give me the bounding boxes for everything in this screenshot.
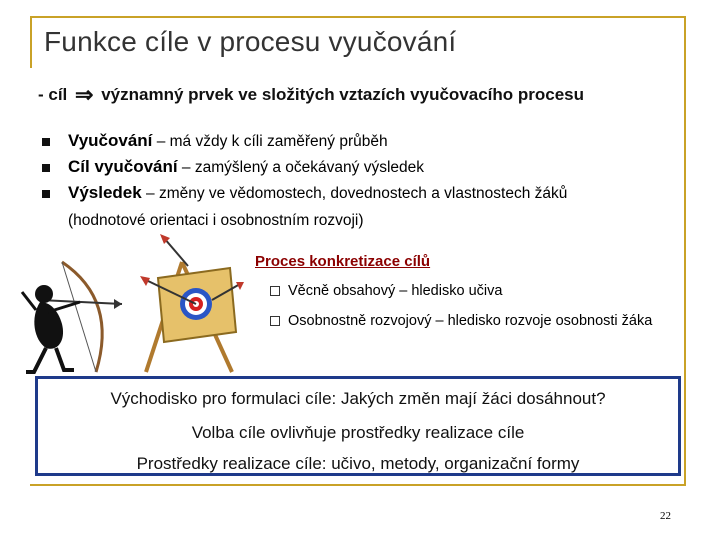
- summary-box: [35, 376, 681, 476]
- list-item: [280, 282, 670, 300]
- process-item-text: Věcně obsahový – hledisko učiva: [288, 283, 503, 299]
- summary-line: Východisko pro formulaci cíle: Jakých změn mají žáci dosáhnout?: [110, 389, 606, 408]
- term: Cíl vyučování: [68, 157, 178, 176]
- archer-illustration: [22, 262, 122, 372]
- slide-title: Funkce cíle v procesu vyučování: [44, 26, 457, 57]
- implies-arrow-icon: ⇒: [75, 82, 94, 107]
- term: Výsledek: [68, 183, 142, 202]
- bullet-continuation: (hodnotové orientaci i osobnostním rozvoji): [68, 212, 364, 229]
- definition: – zamýšlený a očekávaný výsledek: [177, 159, 425, 176]
- page-number: 22: [660, 510, 671, 522]
- subtitle-text: významný prvek ve složitých vztazích vyučovacího procesu: [101, 85, 585, 104]
- summary-line: Prostředky realizace cíle: učivo, metody, organizační formy: [136, 454, 580, 473]
- process-item-text: Osobnostně rozvojový – hledisko rozvoje osobnosti žáka: [288, 313, 653, 329]
- process-list: [280, 282, 670, 342]
- definition: – má vždy k cíli zaměřený průběh: [152, 133, 388, 150]
- summary-line: Volba cíle ovlivňuje prostředky realizace cíle: [191, 423, 525, 442]
- definition: – změny ve vědomostech, dovednostech a vlastnostech žáků: [141, 185, 568, 202]
- term: Vyučování: [68, 131, 153, 150]
- checkbox-bullet-icon: [270, 286, 280, 296]
- target-board-illustration: [140, 234, 244, 372]
- checkbox-bullet-icon: [270, 316, 280, 326]
- subtitle-prefix: - cíl: [38, 85, 68, 104]
- process-title: Proces konkretizace cílů: [255, 253, 431, 270]
- list-item: [280, 312, 670, 330]
